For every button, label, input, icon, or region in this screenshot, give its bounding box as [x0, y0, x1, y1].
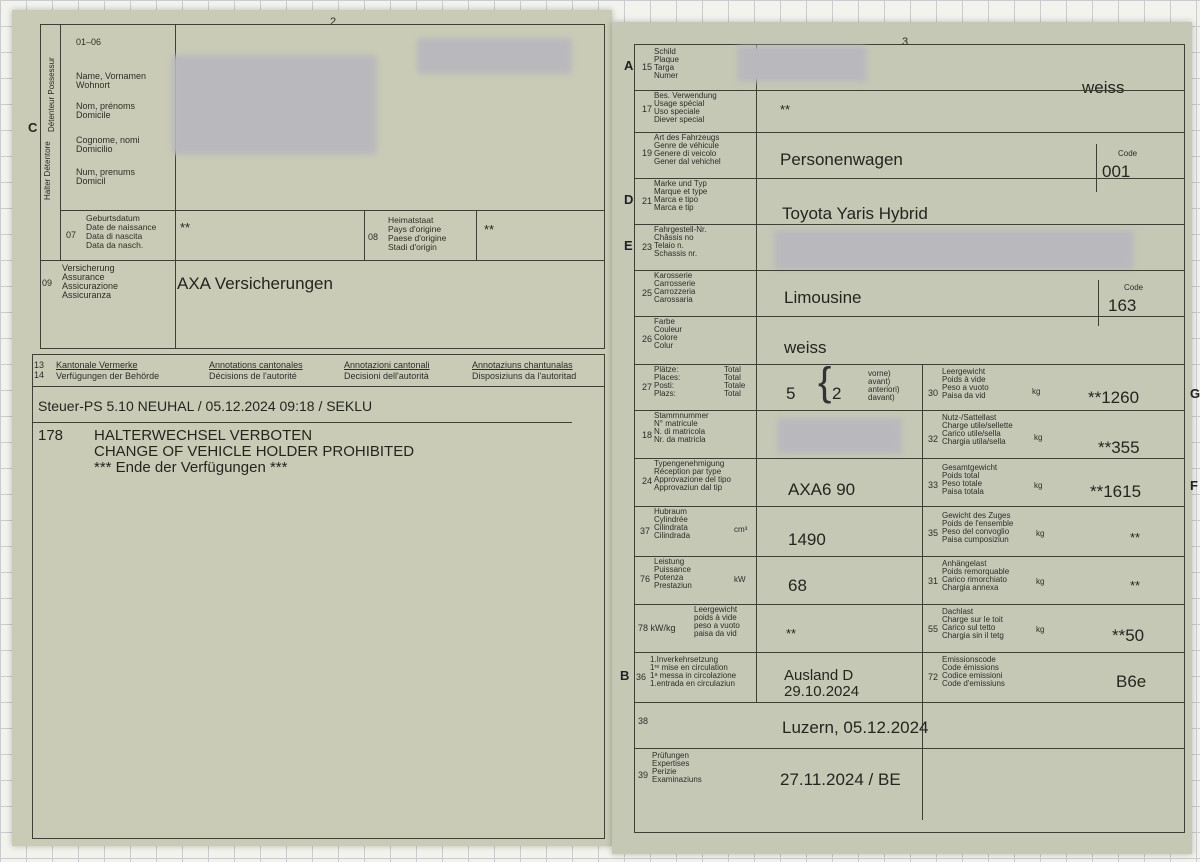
letter-d: D — [624, 192, 634, 207]
divider — [476, 210, 477, 260]
field-07-label: Geburtsdatum Date de naissance Data di nascita Data da nasch. — [86, 213, 157, 250]
field-15-label: Schild Plaque Targa Numer — [654, 47, 679, 80]
field-72-number: 72 — [928, 672, 939, 682]
divider — [922, 364, 923, 820]
divider — [634, 748, 1184, 749]
field-55-value: **50 — [1112, 626, 1145, 645]
field-33-value: **1615 — [1090, 482, 1142, 501]
field-19-code: 001 — [1102, 162, 1131, 181]
divider — [1184, 44, 1185, 832]
field-21-number: 21 — [642, 196, 653, 206]
field-19-number: 19 — [642, 148, 653, 158]
name-label-rm: Num, prenums Domicil — [76, 167, 136, 186]
field-08-value: ** — [484, 222, 495, 237]
field-18-number: 18 — [642, 430, 653, 440]
field-25-code: 163 — [1108, 296, 1137, 315]
field-25-code-label: Code — [1124, 283, 1144, 292]
divider — [32, 386, 605, 387]
field-26-label: Farbe Couleur Colore Colur — [654, 317, 683, 350]
field-25-number: 25 — [642, 288, 653, 298]
divider — [1098, 280, 1099, 326]
holder-side-label: Halter Détentore — [43, 141, 52, 200]
letter-a: A — [624, 58, 634, 73]
letter-g: G — [1190, 386, 1200, 401]
left-page — [12, 10, 612, 846]
page-number-left: 2 — [330, 16, 337, 28]
holder-codes: 01–06 — [76, 37, 102, 47]
field-78-sub: Leergewicht poids à vide peso a vuoto paisa da vid — [694, 605, 740, 638]
notes-label-fr-2: Décisions de l'autorité — [209, 371, 297, 381]
divider — [32, 354, 605, 355]
divider — [364, 210, 365, 260]
divider — [634, 44, 1184, 45]
redacted-matricule — [777, 418, 902, 454]
redacted-chassis — [774, 230, 1134, 270]
code-178: 178 — [38, 427, 64, 444]
divider — [604, 354, 605, 838]
field-37-value: 1490 — [788, 530, 826, 549]
field-09-number: 09 — [42, 278, 53, 288]
notes-label-it-1: Annotazioni cantonali — [344, 360, 430, 370]
notes-label-fr-1: Annotations cantonales — [209, 360, 303, 370]
field-55-number: 55 — [928, 624, 939, 634]
field-38-number: 38 — [638, 716, 649, 726]
divider — [60, 210, 604, 211]
page-number-right: 3 — [902, 36, 909, 48]
field-32-unit: kg — [1034, 433, 1043, 442]
divider — [604, 24, 605, 348]
field-78-label: 78 kW/kg — [638, 623, 676, 633]
field-30-value: **1260 — [1088, 388, 1140, 407]
letter-f: F — [1190, 478, 1198, 493]
field-27-total-label: Total Total Totale Total — [724, 365, 746, 398]
field-76-value: 68 — [788, 576, 807, 595]
divider — [756, 44, 757, 662]
brace-icon: { — [818, 360, 832, 404]
divider — [60, 24, 61, 260]
field-09-value: AXA Versicherungen — [177, 274, 333, 293]
field-08-number: 08 — [368, 232, 379, 242]
field-30-label: Leergewicht Poids à vide Peso a vuoto Paisa da vid — [942, 367, 989, 400]
field-35-label: Gewicht des Zuges Poids de l'ensemble Peso del convoglio Paisa cumposiziun — [942, 511, 1014, 544]
field-26-number: 26 — [642, 334, 653, 344]
divider — [634, 178, 1184, 179]
remark-line-3: *** Ende der Verfügungen *** — [94, 459, 288, 476]
field-33-unit: kg — [1034, 481, 1043, 490]
field-15-number: 15 — [642, 62, 653, 72]
divider — [32, 354, 33, 838]
field-39-label: Prüfungen Expertises Perizie Examinaziuns — [652, 751, 702, 784]
field-72-value: B6e — [1116, 672, 1147, 691]
field-13-number: 13 — [34, 360, 45, 370]
field-32-label: Nutz-/Sattellast Charge utile/sellette Carico utile/sella Chargia utila/sella — [942, 413, 1013, 446]
remark-line-1: HALTERWECHSEL VERBOTEN — [94, 427, 313, 444]
divider — [40, 24, 605, 25]
divider — [634, 506, 1184, 507]
field-27-value: 5 — [786, 384, 796, 403]
field-17-label: Bes. Verwendung Usage spécial Uso speciale Diever special — [654, 91, 717, 124]
field-14-number: 14 — [34, 370, 45, 380]
steuer-line: Steuer-PS 5.10 NEUHAL / 05.12.2024 09:18 / SEKLU — [38, 398, 373, 414]
holder-side-label-2: Détenteur Possessur — [47, 57, 56, 132]
field-33-number: 33 — [928, 480, 939, 490]
letter-c: C — [28, 120, 38, 135]
name-label-it: Cognome, nomi Domicilio — [76, 135, 140, 154]
divider — [32, 422, 572, 423]
field-27-front: 2 — [832, 384, 842, 403]
name-label-fr: Nom, prénoms Domicile — [76, 101, 136, 120]
field-27-front-label: vorne) avant) anteriori) davant) — [868, 369, 900, 402]
field-24-value: AXA6 90 — [788, 480, 856, 499]
field-38-value: Luzern, 05.12.2024 — [782, 718, 929, 737]
field-07-number: 07 — [66, 230, 77, 240]
notes-label-de-2: Verfügungen der Behörde — [56, 371, 160, 381]
field-19-code-label: Code — [1118, 149, 1138, 158]
field-35-value: ** — [1130, 530, 1141, 545]
field-19-label: Art des Fahrzeugs Genre de véhicule Genere di veicolo Gener dal vehichel — [654, 133, 721, 166]
notes-label-it-2: Decisioni dell'autorità — [344, 371, 429, 381]
divider — [634, 44, 635, 832]
field-76-number: 76 — [640, 574, 651, 584]
field-15-value: weiss — [1082, 78, 1125, 97]
divider — [634, 364, 1184, 365]
field-07-value: ** — [180, 220, 191, 235]
divider — [1096, 144, 1097, 192]
notes-label-rm-2: Disposiziuns da l'autoritad — [472, 371, 577, 381]
field-09-label: Versicherung Assurance Assicurazione Assicuranza — [62, 263, 119, 300]
divider — [634, 316, 1184, 317]
divider — [634, 224, 1184, 225]
field-31-number: 31 — [928, 576, 939, 586]
field-36-label: 1.Inverkehrsetzung 1ʳᵉ mise en circulation 1ᵃ messa in circolazione 1.entrada en circulaziun — [650, 655, 737, 688]
field-32-value: **355 — [1098, 438, 1140, 457]
field-26-value: weiss — [784, 338, 827, 357]
field-35-unit: kg — [1036, 529, 1045, 538]
field-55-label: Dachlast Charge sur le toit Carico sul tetto Chargia sin il tetg — [942, 607, 1004, 640]
field-21-value: Toyota Yaris Hybrid — [782, 204, 928, 223]
field-25-label: Karosserie Carrosserie Carrozzeria Carossaria — [654, 271, 696, 304]
field-08-label: Heimatstaat Pays d'origine Paese d'origine Stadi d'origin — [388, 215, 447, 252]
field-33-label: Gesamtgewicht Poids total Peso totale Paisa totala — [942, 463, 998, 496]
field-23-number: 23 — [642, 242, 653, 252]
notes-label-rm-1: Annotaziuns chantunalas — [472, 360, 573, 370]
divider — [634, 652, 1184, 653]
right-page — [612, 22, 1200, 854]
field-27-label: Plätze: Places: Posti: Plazs: — [654, 365, 681, 398]
redacted-plate — [737, 46, 867, 82]
field-76-unit: kW — [734, 575, 746, 584]
letter-b: B — [620, 668, 630, 683]
field-76-label: Leistung Puissance Potenza Prestaziun — [654, 557, 692, 590]
divider — [634, 410, 1184, 411]
field-17-number: 17 — [642, 104, 653, 114]
field-36-value: Ausland D 29.10.2024 — [784, 667, 860, 700]
divider — [756, 652, 757, 702]
divider — [634, 832, 1185, 833]
field-24-number: 24 — [642, 476, 653, 486]
divider — [634, 556, 1184, 557]
field-36-number: 36 — [636, 672, 647, 682]
field-18-label: Stammnummer N° matricule N. di matricola Nr. da matricla — [654, 411, 709, 444]
field-32-number: 32 — [928, 434, 939, 444]
field-31-value: ** — [1130, 578, 1141, 593]
name-label-de: Name, Vornamen Wohnort — [76, 71, 147, 90]
letter-e: E — [624, 238, 633, 253]
field-17-value: ** — [780, 102, 791, 117]
notes-label-de-1: Kantonale Vermerke — [56, 360, 138, 370]
field-19-value: Personenwagen — [780, 150, 903, 169]
field-39-number: 39 — [638, 770, 649, 780]
divider — [40, 348, 605, 349]
divider — [634, 702, 1184, 703]
field-30-unit: kg — [1032, 387, 1041, 396]
field-24-label: Typengenehmigung Réception par type Approvazione del tipo Approvaziun dal tip — [654, 459, 731, 492]
field-23-label: Fahrgestell-Nr. Châssis no Telaio n. Schassis nr. — [654, 225, 707, 258]
field-31-unit: kg — [1036, 577, 1045, 586]
redacted-holder-name — [172, 55, 377, 155]
divider — [40, 24, 41, 348]
redacted-holder-id — [417, 38, 572, 74]
field-78-value: ** — [786, 626, 797, 641]
field-21-label: Marke und Typ Marque et type Marca e tipo Marca e tip — [654, 179, 708, 212]
divider — [32, 838, 605, 839]
field-37-label: Hubraum Cylindrée Cilindrata Cilindrada — [654, 507, 691, 540]
field-27-number: 27 — [642, 382, 653, 392]
divider — [40, 260, 605, 261]
divider — [634, 270, 1184, 271]
field-39-value: 27.11.2024 / BE — [780, 770, 901, 789]
field-35-number: 35 — [928, 528, 939, 538]
field-25-value: Limousine — [784, 288, 862, 307]
field-37-unit: cm³ — [734, 525, 748, 534]
field-37-number: 37 — [640, 526, 651, 536]
field-31-label: Anhängelast Poids remorquable Carico rimorchiato Chargia annexa — [942, 559, 1010, 592]
field-30-number: 30 — [928, 388, 939, 398]
field-55-unit: kg — [1036, 625, 1045, 634]
remark-line-2: CHANGE OF VEHICLE HOLDER PROHIBITED — [94, 443, 415, 460]
field-72-label: Emissionscode Code émissions Codice emissioni Code d'emissiuns — [942, 655, 1005, 688]
